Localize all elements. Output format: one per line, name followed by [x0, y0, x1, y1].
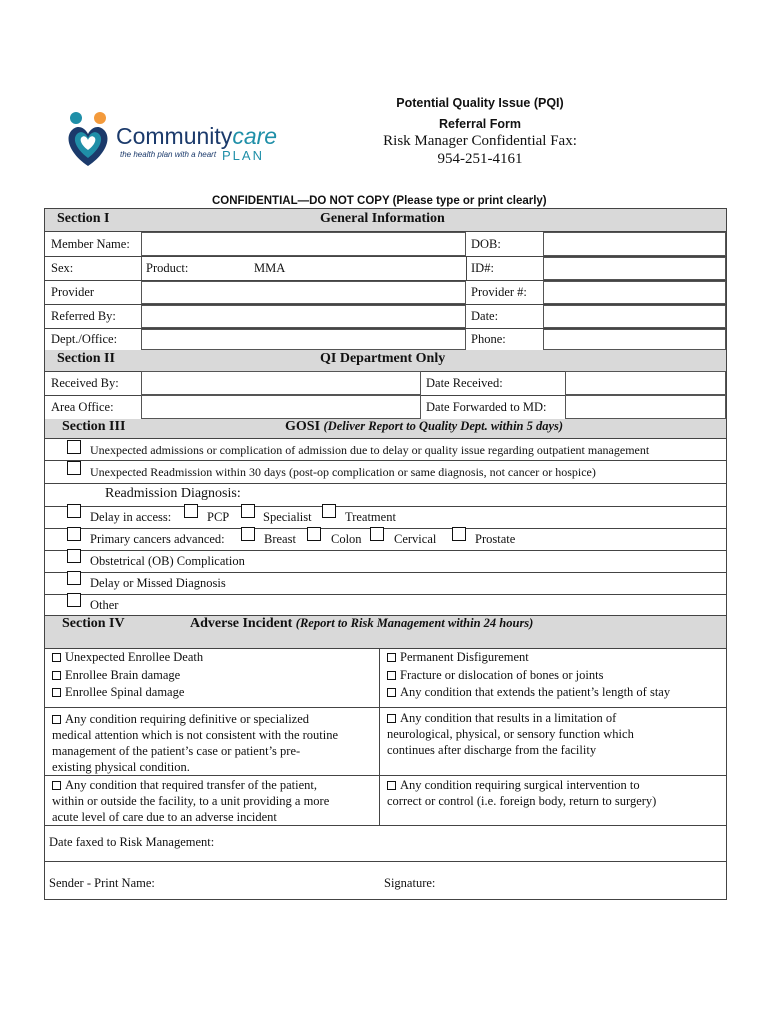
delay-access-label: Delay in access:: [90, 510, 172, 524]
date-field[interactable]: [543, 305, 726, 328]
sex-field[interactable]: [141, 257, 466, 280]
transfer-checkbox[interactable]: [52, 781, 61, 790]
treatment-checkbox[interactable]: [322, 504, 336, 518]
extends-length-of-stay-label: Any condition that extends the patient’s length of stay: [400, 685, 671, 699]
brand-plan: PLAN: [222, 148, 264, 163]
product-value: MMA: [254, 261, 286, 275]
sex-label: Sex:: [51, 261, 74, 275]
definitive-attention-checkbox[interactable]: [52, 715, 61, 724]
enrollee-spinal-damage-item[interactable]: [52, 684, 374, 702]
product-label: Product:: [146, 261, 189, 275]
colon-label: Colon: [331, 532, 362, 546]
definitive-attention-line-3: management of the patient’s case or patient’s pre-: [52, 744, 301, 758]
fracture-dislocation-label: Fracture or dislocation of bones or joints: [400, 667, 604, 682]
unexpected-readmission-label: Unexpected Readmission within 30 days (post-op complication or same diagnosis, not cancer or hospice): [90, 465, 596, 479]
extends-length-of-stay-checkbox[interactable]: [387, 688, 396, 697]
brand-care: care: [232, 123, 278, 149]
fax-number: 954-251-4161: [437, 151, 523, 167]
section-3-title: [285, 419, 563, 435]
pcp-checkbox[interactable]: [184, 504, 198, 518]
logo: [66, 110, 276, 172]
provider-number-label: Provider #:: [471, 285, 527, 299]
sender-name-label: Sender - Print Name:: [49, 876, 155, 890]
adverse-right-group-1: [387, 649, 723, 702]
phone-field[interactable]: [543, 329, 726, 350]
enrollee-brain-damage-checkbox[interactable]: [52, 671, 61, 680]
fracture-dislocation-item[interactable]: [387, 667, 723, 685]
definitive-attention-line-2: medical attention which is not consistent with the routine: [52, 728, 339, 742]
cervical-checkbox[interactable]: [370, 527, 384, 541]
fax-info: [330, 132, 630, 168]
signature-field[interactable]: [446, 864, 724, 898]
member-name-label: Member Name:: [51, 237, 130, 251]
transfer-line-3: acute level of care due to an adverse incident: [52, 810, 277, 824]
permanent-disfigurement-label: Permanent Disfigurement: [400, 650, 529, 664]
colon-checkbox[interactable]: [307, 527, 321, 541]
surgical-intervention-checkbox[interactable]: [387, 781, 396, 790]
form-title: [330, 93, 630, 135]
provider-field[interactable]: [141, 281, 466, 304]
enrollee-spinal-damage-checkbox[interactable]: [52, 688, 61, 697]
received-by-label: Received By:: [51, 376, 119, 390]
permanent-disfigurement-checkbox[interactable]: [387, 653, 396, 662]
ob-complication-checkbox[interactable]: [67, 549, 81, 563]
area-office-label: Area Office:: [51, 400, 114, 414]
delay-missed-diagnosis-checkbox[interactable]: [67, 571, 81, 585]
unexpected-enrollee-death-item[interactable]: [52, 649, 374, 667]
permanent-disfigurement-item[interactable]: [387, 649, 723, 667]
title-line-1: Potential Quality Issue (PQI): [396, 96, 564, 110]
other-checkbox[interactable]: [67, 593, 81, 607]
delay-missed-diagnosis-label: Delay or Missed Diagnosis: [90, 576, 226, 590]
provider-number-field[interactable]: [543, 281, 726, 304]
transfer-line-1: Any condition that required transfer of the patient,: [65, 778, 318, 792]
limitation-function-line-1: Any condition that results in a limitation of: [400, 711, 617, 725]
sender-name-field[interactable]: [170, 864, 370, 898]
section-4-label: Section IV: [62, 616, 125, 631]
brand-community: Community: [116, 123, 233, 149]
prostate-checkbox[interactable]: [452, 527, 466, 541]
unexpected-enrollee-death-label: Unexpected Enrollee Death: [65, 650, 204, 664]
provider-label: Provider: [51, 285, 95, 299]
member-name-field[interactable]: [141, 232, 466, 256]
primary-cancers-checkbox[interactable]: [67, 527, 81, 541]
confidential-notice: CONFIDENTIAL—DO NOT COPY (Please type or print clearly): [212, 195, 547, 207]
surgical-intervention-line-1: Any condition requiring surgical intervention to: [400, 778, 640, 792]
section-3-label: Section III: [62, 419, 126, 434]
cervical-label: Cervical: [394, 532, 437, 546]
adverse-left-group-1: [52, 649, 374, 702]
area-office-field[interactable]: [141, 395, 421, 419]
transfer-item[interactable]: [52, 777, 377, 825]
section-2-label: Section II: [57, 351, 115, 366]
date-forwarded-field[interactable]: [565, 395, 726, 419]
section-1-label: Section I: [57, 211, 110, 226]
pcp-label: PCP: [207, 510, 230, 524]
prostate-label: Prostate: [475, 532, 516, 546]
referred-by-label: Referred By:: [51, 309, 116, 323]
dept-office-label: Dept./Office:: [51, 332, 118, 346]
unexpected-enrollee-death-checkbox[interactable]: [52, 653, 61, 662]
heart-people-icon: [66, 110, 112, 168]
id-label: ID#:: [471, 261, 494, 275]
limitation-function-line-3: continues after discharge from the facility: [387, 743, 597, 757]
gosi-title: GOSI: [285, 419, 321, 434]
id-field[interactable]: [543, 257, 726, 280]
date-forwarded-label: Date Forwarded to MD:: [426, 400, 547, 414]
adverse-incident-title: Adverse Incident: [190, 616, 293, 631]
primary-cancers-label: Primary cancers advanced:: [90, 532, 225, 546]
limitation-function-line-2: neurological, physical, or sensory function which: [387, 727, 634, 741]
transfer-line-2: within or outside the facility, to a unit providing a more: [52, 794, 330, 808]
limitation-function-item[interactable]: [387, 710, 723, 758]
phone-label: Phone:: [471, 332, 506, 346]
breast-label: Breast: [264, 532, 296, 546]
title-line-2: Referral Form: [439, 117, 521, 131]
definitive-attention-line-4: existing physical condition.: [52, 760, 190, 774]
enrollee-brain-damage-label: Enrollee Brain damage: [65, 667, 181, 682]
dept-office-field[interactable]: [141, 329, 466, 350]
limitation-function-checkbox[interactable]: [387, 714, 396, 723]
referred-by-field[interactable]: [141, 305, 466, 328]
fracture-dislocation-checkbox[interactable]: [387, 671, 396, 680]
unexpected-admissions-label: Unexpected admissions or complication of admission due to delay or quality issue regarding outpatient management: [90, 443, 650, 457]
section-2-title: QI Department Only: [320, 351, 446, 366]
date-label: Date:: [471, 309, 499, 323]
readmission-diagnosis-label: Readmission Diagnosis:: [105, 486, 241, 501]
unexpected-readmission-checkbox[interactable]: [67, 461, 81, 475]
delay-access-checkbox[interactable]: [67, 504, 81, 518]
treatment-label: Treatment: [345, 510, 396, 524]
dob-label: DOB:: [471, 237, 501, 251]
definitive-attention-line-1: Any condition requiring definitive or specialized: [65, 712, 310, 726]
enrollee-brain-damage-item[interactable]: [52, 667, 374, 685]
other-label: Other: [90, 598, 119, 612]
enrollee-spinal-damage-label: Enrollee Spinal damage: [65, 685, 185, 699]
dob-field[interactable]: [543, 232, 726, 256]
definitive-attention-item[interactable]: [52, 711, 377, 775]
date-faxed-label: Date faxed to Risk Management:: [49, 835, 215, 849]
signature-label: Signature:: [384, 876, 436, 890]
section-4-title: [190, 616, 533, 632]
extends-length-of-stay-item[interactable]: [387, 684, 723, 702]
date-received-field[interactable]: [565, 371, 726, 395]
adverse-incident-note: (Report to Risk Management within 24 hours): [295, 616, 534, 630]
breast-checkbox[interactable]: [241, 527, 255, 541]
ob-complication-label: Obstetrical (OB) Complication: [90, 554, 245, 568]
fax-label: Risk Manager Confidential Fax:: [383, 133, 577, 149]
section-1-title: General Information: [320, 211, 445, 226]
surgical-intervention-line-2: correct or control (i.e. foreign body, return to surgery): [387, 794, 657, 808]
date-faxed-field[interactable]: [240, 827, 724, 859]
brand-tagline: the health plan with a heart: [120, 150, 217, 159]
gosi-note: (Deliver Report to Quality Dept. within 5 days): [323, 419, 564, 433]
date-received-label: Date Received:: [426, 376, 503, 390]
surgical-intervention-item[interactable]: [387, 777, 723, 809]
unexpected-admissions-checkbox[interactable]: [67, 440, 81, 454]
received-by-field[interactable]: [141, 371, 421, 395]
specialist-label: Specialist: [263, 510, 312, 524]
specialist-checkbox[interactable]: [241, 504, 255, 518]
